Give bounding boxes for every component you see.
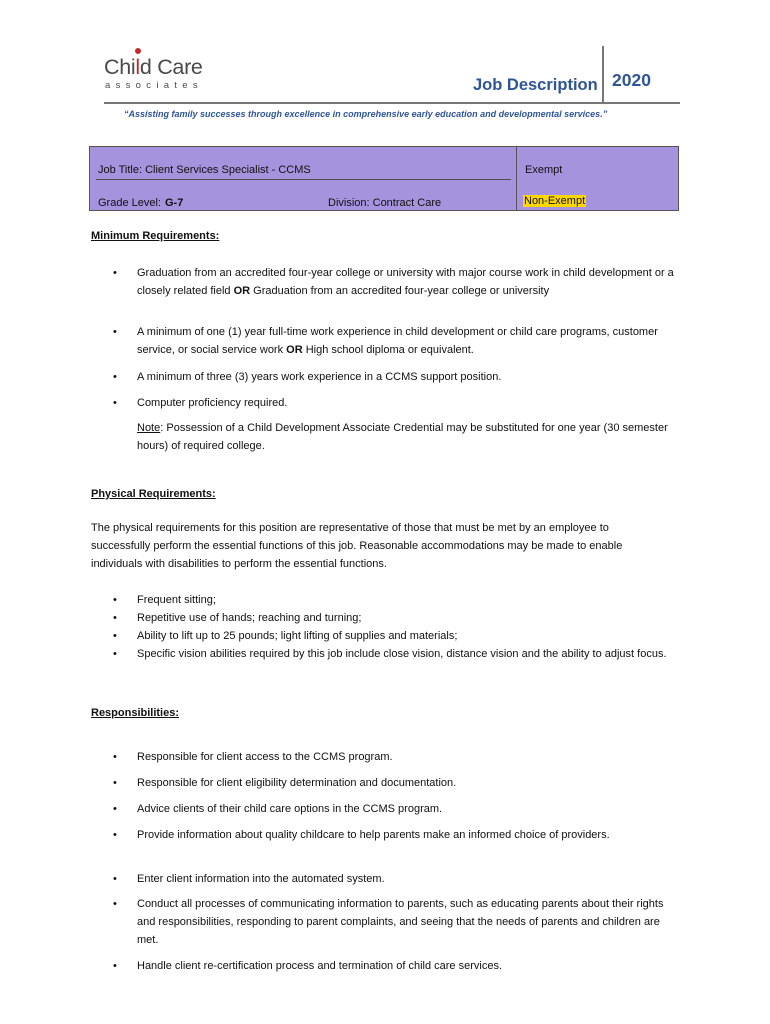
company-logo [104,50,214,96]
page-title: Job Description [473,76,598,94]
responsibilities-heading: Responsibilities: [91,707,180,719]
bullet-icon: • [113,873,117,885]
division: Division: Contract Care [328,197,442,209]
minimum-requirements-heading: Minimum Requirements: [91,230,220,242]
exempt-label: Exempt [525,164,563,176]
requirement-item: A minimum of one (1) year full-time work experience in child development or child care programs, customer service, or social service work OR High school diploma or equivalent. [137,326,658,356]
responsibility-item: Responsible for client eligibility determination and documentation. [137,777,457,789]
requirement-item: A minimum of three (3) years work experience in a CCMS support position. [137,371,502,383]
non-exempt-label: Non-Exempt [524,195,586,207]
responsibility-item: Enter client information into the automated system. [137,873,385,885]
grade-label: Grade Level: [98,197,161,209]
requirement-note [137,419,677,455]
bullet-icon: • [113,898,117,910]
document-year: 2020 [612,70,651,90]
responsibility-item: Advice clients of their child care options in the CCMS program. [137,803,443,815]
grade-level [98,197,183,209]
physical-requirements-heading: Physical Requirements: [91,488,216,500]
responsibility-item: Responsible for client access to the CCMS program. [137,751,393,763]
bullet-icon: • [113,371,117,383]
bullet-icon: • [113,594,117,606]
requirement-item: Computer proficiency required. [137,397,288,409]
physical-item: Repetitive use of hands; reaching and turning; [137,612,362,624]
header-vertical-divider [602,46,604,103]
logo-i-figure-icon [135,55,139,80]
responsibility-item: Handle client re-certification process and termination of child care services. [137,960,502,972]
tagline: “Assisting family successes through excellence in comprehensive early education and developmental services.” [124,109,608,119]
header-rule [104,102,680,104]
bullet-icon: • [113,648,117,660]
grade-value: G-7 [164,197,184,209]
job-title: Job Title: Client Services Specialist - CCMS [98,164,311,176]
job-info-box [89,146,679,211]
info-box-rule [96,179,511,180]
physical-item: Ability to lift up to 25 pounds; light lifting of supplies and materials; [137,630,458,642]
logo-wordmark: Chil d Care [104,55,203,80]
physical-item: Frequent sitting; [137,594,216,606]
physical-item: Specific vision abilities required by this job include close vision, distance vision and the ability to adjust focus. [137,648,667,660]
bullet-icon: • [113,960,117,972]
note-label: Note [137,422,161,434]
bullet-icon: • [113,630,117,642]
bullet-icon: • [113,829,117,841]
logo-i-letter: l [135,55,140,79]
note-text: : Possession of a Child Development Associate Credential may be substituted for one year (30 semester hours) of required college. [137,422,668,452]
physical-intro: The physical requirements for this position are representative of those that must be met by an employee to successfully perform the essential functions of this job. Reasonable accommodations may be made to enable individuals with disabilities to perform the essential functions. [91,522,623,570]
responsibility-item: Provide information about quality childcare to help parents make an informed choice of providers. [137,829,610,841]
bullet-icon: • [113,751,117,763]
requirement-item: Graduation from an accredited four-year college or university with major course work in child development or a closely related field OR Graduation from an accredited four-year college or university [137,267,674,297]
logo-subtext: associates [105,80,203,91]
bullet-icon: • [113,326,117,338]
responsibility-item: Conduct all processes of communicating information to parents, such as educating parents about their rights and responsibilities, responding to parent complaints, and seeing that the needs of parents and children are met. [137,898,664,946]
bullet-icon: • [113,612,117,624]
bullet-icon: • [113,397,117,409]
bullet-icon: • [113,267,117,279]
bullet-icon: • [113,803,117,815]
bullet-icon: • [113,777,117,789]
info-box-divider [516,147,517,210]
